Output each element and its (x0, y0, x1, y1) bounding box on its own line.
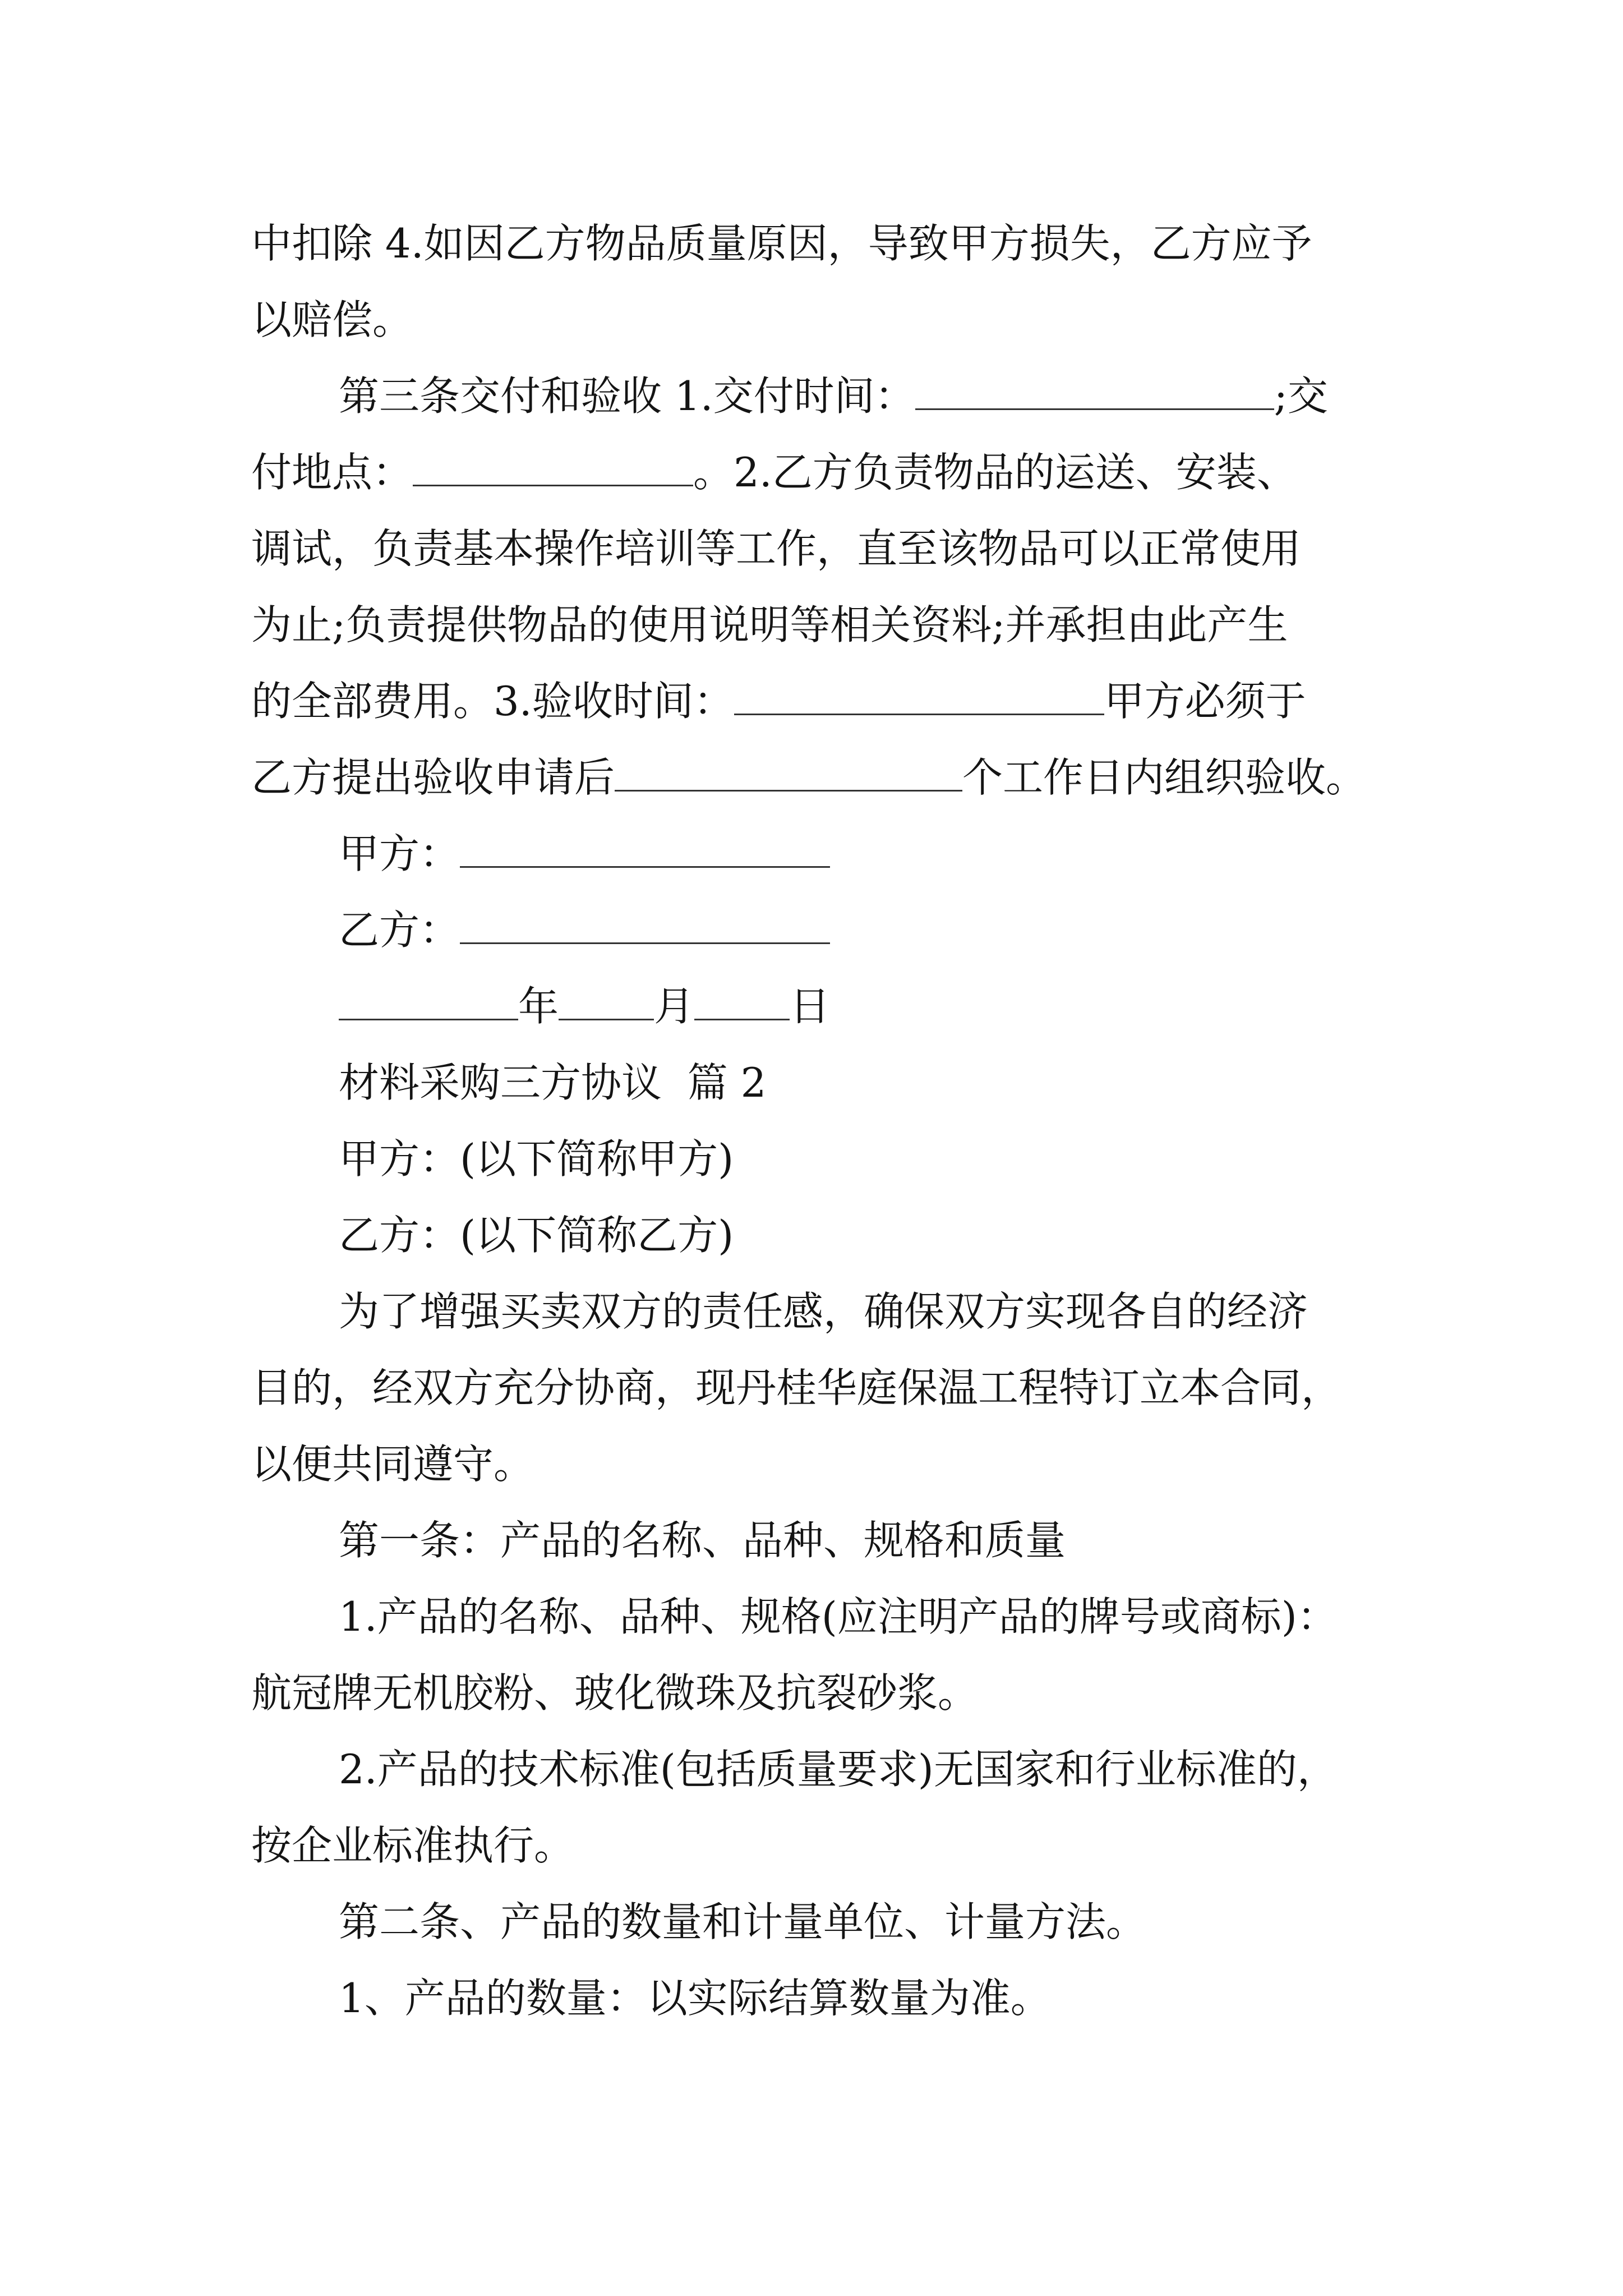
text-line: 为了增强买卖双方的责任感，确保双方实现各自的经济 (339, 1288, 1308, 1335)
date-line (251, 968, 1435, 1045)
document-body (251, 205, 1435, 2036)
delivery-place-label: 付地点： (251, 449, 413, 496)
delivery-place-blank (413, 451, 693, 486)
party-b-signature-line (251, 892, 1435, 968)
party-b-blank (460, 909, 830, 944)
text-line: 1、产品的数量：以实际结算数量为准。 (339, 1975, 1051, 2022)
text-line: 按企业标准执行。 (251, 1822, 575, 1869)
text-line: 以赔偿。 (251, 296, 413, 343)
article-title: 第一条：产品的名称、品种、规格和质量 (339, 1517, 1066, 1564)
article-title: 第二条、产品的数量和计量单位、计量方法。 (339, 1898, 1147, 1945)
text-line: 1.产品的名称、品种、规格(应注明产品的牌号或商标)： (339, 1593, 1338, 1640)
text-line: 乙方：(以下简称乙方) (339, 1212, 734, 1259)
text-fragment: 甲方必须于 (1104, 678, 1306, 725)
delivery-time-label: 第三条交付和验收 1.交付时间： (339, 372, 915, 420)
section-title: 材料采购三方协议 篇 2 (339, 1059, 767, 1106)
year-label: 年 (518, 983, 559, 1030)
text-line: 2.产品的技术标准(包括质量要求)无国家和行业标准的， (339, 1746, 1338, 1793)
day-label: 日 (790, 983, 831, 1030)
text-line (251, 739, 1435, 816)
party-a-blank (460, 832, 830, 868)
acceptance-time-label: 的全部费用。3.验收时间： (251, 678, 734, 725)
day-blank (694, 985, 790, 1020)
text-line: 以便共同遵守。 (251, 1441, 534, 1488)
text-line: 航冠牌无机胶粉、玻化微珠及抗裂砂浆。 (251, 1669, 979, 1717)
text-line: 甲方：(以下简称甲方) (339, 1135, 734, 1182)
text-line (251, 358, 1435, 434)
text-line: 中扣除 4.如因乙方物品质量原因，导致甲方损失，乙方应予 (251, 220, 1312, 267)
text-line (251, 663, 1435, 739)
party-b-label: 乙方： (339, 907, 460, 954)
party-a-signature-line (251, 816, 1435, 892)
party-a-label: 甲方： (339, 830, 460, 877)
month-blank (559, 985, 654, 1020)
text-line: 目的，经双方充分协商，现丹桂华庭保温工程特订立本合同， (251, 1364, 1342, 1411)
text-fragment: 乙方提出验收申请后 (251, 754, 615, 801)
month-label: 月 (654, 983, 695, 1030)
acceptance-time-blank (734, 680, 1104, 715)
text-fragment: 个工作日内组织验收。 (962, 754, 1367, 801)
text-fragment: 。2.乙方负责物品的运送、安装、 (693, 449, 1297, 496)
year-blank (339, 985, 518, 1020)
text-fragment: ;交 (1274, 372, 1328, 420)
workdays-blank (615, 756, 962, 792)
delivery-time-blank (915, 375, 1274, 410)
text-line: 为止;负责提供物品的使用说明等相关资料;并承担由此产生 (251, 601, 1288, 648)
text-line: 调试，负责基本操作培训等工作，直至该物品可以正常使用 (251, 525, 1302, 572)
text-line (251, 434, 1435, 510)
